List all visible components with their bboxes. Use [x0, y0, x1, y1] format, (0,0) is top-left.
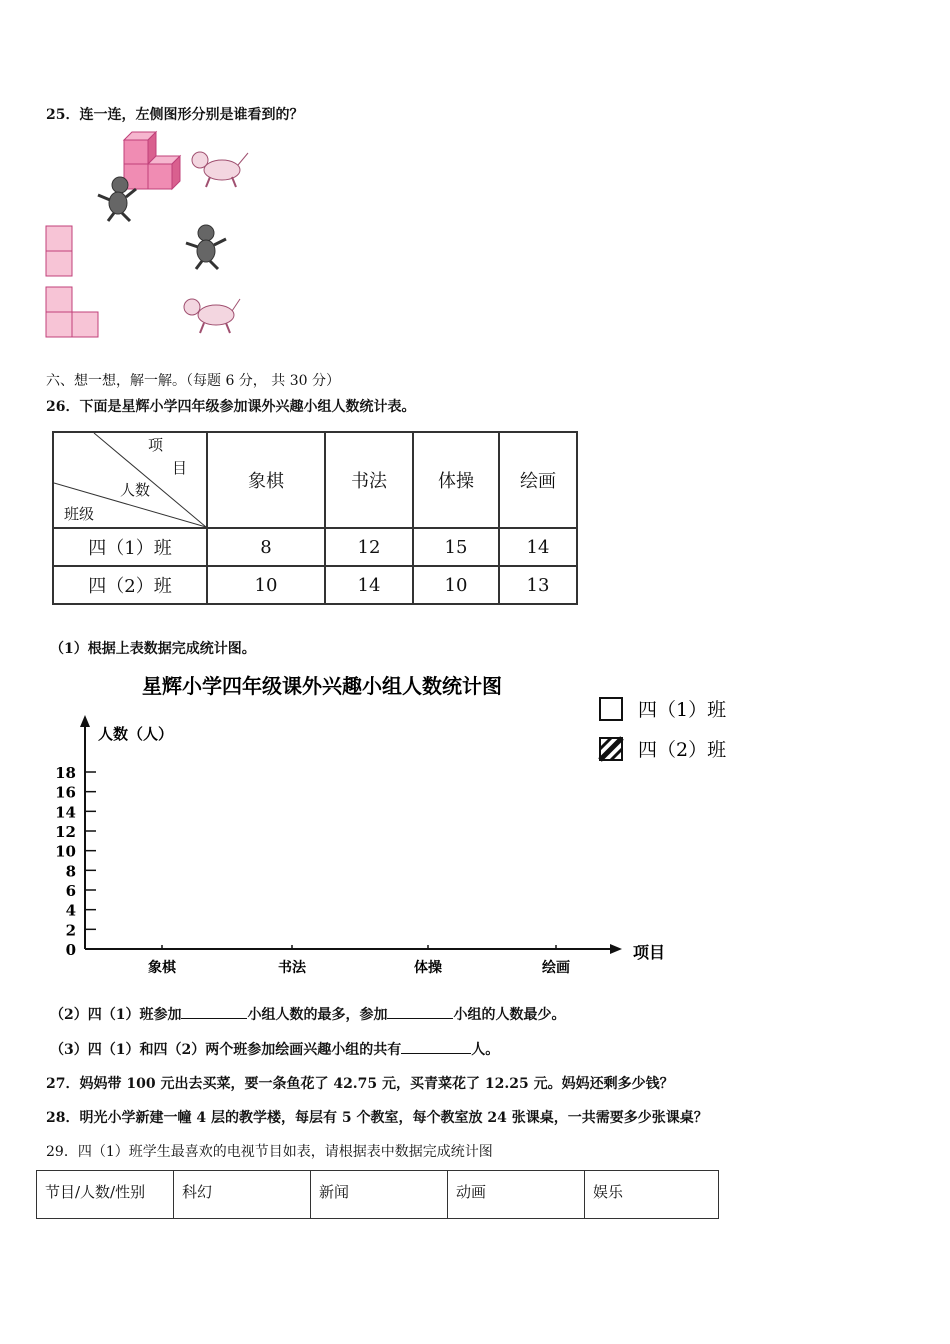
q28-text: 28．明光小学新建一幢 4 层的教学楼，每层有 5 个教室，每个教室放 24 张课桌，一共需要多少张课桌？ — [46, 1110, 708, 1126]
x-tick-label: 象棋 — [148, 960, 176, 976]
corner-item-label-2: 目 — [172, 459, 188, 477]
view-shape-2 — [46, 287, 98, 337]
header-calligraphy: 书法 — [325, 432, 413, 528]
header-painting: 绘画 — [499, 432, 577, 528]
q25-figures — [40, 125, 270, 345]
header-cell: 娱乐 — [585, 1171, 719, 1219]
part2-text-c: 小组的人数最少。 — [453, 1007, 566, 1023]
q27-text: 27．妈妈带 100 元出去买菜，要一条鱼花了 42.75 元，买青菜花了 12.25 元。妈妈还剩多少钱？ — [46, 1076, 674, 1092]
legend-swatch-class1 — [600, 698, 622, 720]
x-tick-label: 绘画 — [542, 960, 570, 976]
y-axis-arrow — [80, 715, 90, 727]
cell: 15 — [413, 528, 499, 566]
cell: 10 — [413, 566, 499, 604]
header-chess: 象棋 — [207, 432, 325, 528]
x-tick-label: 书法 — [278, 960, 306, 976]
q26-table — [52, 431, 578, 605]
answer-blank-most[interactable] — [181, 1006, 247, 1019]
cell: 10 — [207, 566, 325, 604]
answer-blank-least[interactable] — [387, 1006, 453, 1019]
corner-cell — [53, 432, 207, 528]
cell: 13 — [499, 566, 577, 604]
header-cell: 科幻 — [174, 1171, 311, 1219]
y-tick-label: 14 — [55, 803, 76, 822]
q26-part2 — [50, 1004, 565, 1024]
table-row — [53, 566, 577, 604]
q25-title: 25．连一连，左侧图形分别是谁看到的？ — [46, 107, 304, 123]
table-row — [37, 1171, 719, 1219]
q26-part1: （1）根据上表数据完成统计图。 — [50, 641, 256, 657]
part2-text-b: 小组人数的最多，参加 — [247, 1007, 388, 1023]
header-cell: 动画 — [448, 1171, 585, 1219]
part3-text-b: 人。 — [471, 1042, 500, 1058]
corner-item-label: 项 — [148, 436, 164, 454]
x-axis-label: 项目 — [633, 943, 666, 962]
y-tick-label: 18 — [55, 764, 76, 782]
y-axis-label: 人数（人） — [98, 725, 174, 743]
y-tick-label: 16 — [55, 783, 76, 802]
x-tick-label: 体操 — [414, 960, 442, 976]
header-cell: 新闻 — [311, 1171, 448, 1219]
bar-chart — [40, 665, 760, 985]
legend-label-class1: 四（1）班 — [638, 699, 727, 721]
y-tick-label: 8 — [65, 862, 76, 881]
row-label: 四（2）班 — [53, 566, 207, 604]
section-heading: 六、想一想，解一解。（每题 6 分， 共 30 分） — [46, 373, 340, 389]
q29-text: 29．四（1）班学生最喜欢的电视节目如表，请根据表中数据完成统计图 — [46, 1144, 493, 1160]
q26-part3 — [50, 1039, 499, 1059]
y-tick-label: 12 — [55, 823, 76, 841]
cell: 12 — [325, 528, 413, 566]
header-gymnastics: 体操 — [413, 432, 499, 528]
dog-icon — [192, 152, 248, 187]
answer-blank-total[interactable] — [401, 1041, 471, 1054]
corner-class-label: 班级 — [64, 505, 95, 523]
part3-text-a: （3）四（1）和四（2）两个班参加绘画兴趣小组的共有 — [50, 1042, 402, 1058]
table-row — [53, 528, 577, 566]
row-label: 四（1）班 — [53, 528, 207, 566]
cell: 8 — [207, 528, 325, 566]
y-tick-label: 2 — [65, 921, 76, 940]
monkey-icon-right — [186, 225, 226, 269]
cell: 14 — [499, 528, 577, 566]
legend-label-class2: 四（2）班 — [638, 739, 727, 761]
view-shape-1 — [46, 226, 72, 276]
q29-table — [36, 1170, 719, 1219]
corner-people-label: 人数 — [120, 481, 151, 499]
q26-title: 26．下面是星辉小学四年级参加课外兴趣小组人数统计表。 — [46, 399, 416, 415]
y-tick-label: 6 — [65, 882, 76, 900]
cell: 14 — [325, 566, 413, 604]
header-cell: 节目/人数/性别 — [37, 1171, 174, 1219]
y-tick-label: 0 — [65, 941, 76, 959]
part2-text-a: （2）四（1）班参加 — [50, 1007, 182, 1023]
y-tick-label: 4 — [65, 901, 76, 920]
chart-title: 星辉小学四年级课外兴趣小组人数统计图 — [142, 674, 502, 698]
y-tick-label: 10 — [55, 842, 76, 861]
cube-figure — [124, 132, 180, 189]
dog-icon-right — [184, 299, 240, 333]
x-axis-arrow — [610, 944, 622, 954]
